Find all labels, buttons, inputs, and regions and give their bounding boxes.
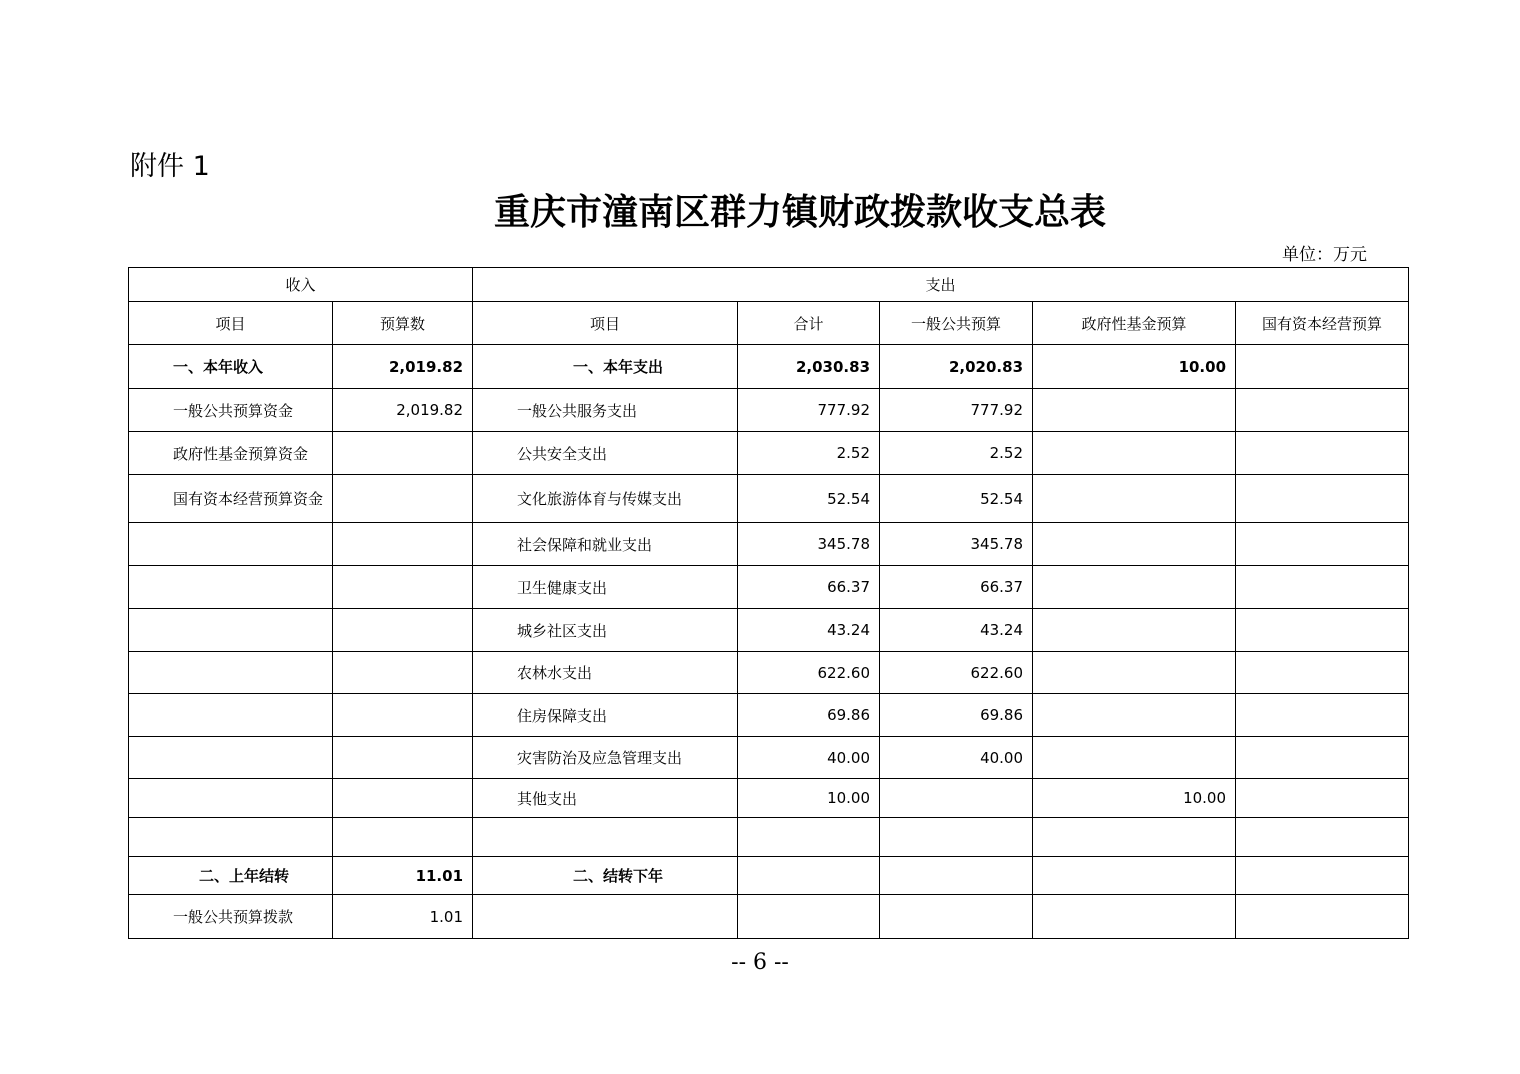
general-value: 69.86: [880, 694, 1033, 737]
general-value: [880, 818, 1033, 857]
income-label: 政府性基金预算资金: [129, 432, 333, 475]
general-value: 2,020.83: [880, 345, 1033, 389]
income-value: [333, 609, 473, 652]
state-value: [1236, 694, 1409, 737]
table-row: [129, 609, 1409, 652]
state-value: [1236, 818, 1409, 857]
income-label: [129, 779, 333, 818]
general-value: 777.92: [880, 389, 1033, 432]
income-value: [333, 652, 473, 694]
state-value: [1236, 779, 1409, 818]
income-header: 收入: [129, 268, 473, 302]
total-value: [738, 857, 880, 895]
expense-label: 城乡社区支出: [473, 609, 738, 652]
income-value: [333, 694, 473, 737]
table-row: [129, 566, 1409, 609]
state-value: [1236, 895, 1409, 939]
income-value: [333, 523, 473, 566]
state-value: [1236, 345, 1409, 389]
total-value: 10.00: [738, 779, 880, 818]
total-value: 345.78: [738, 523, 880, 566]
table-row: [129, 857, 1409, 895]
income-label: 一般公共预算拨款: [129, 895, 333, 939]
fund-value: [1033, 475, 1236, 523]
income-label: [129, 523, 333, 566]
state-value: [1236, 857, 1409, 895]
expense-label: 灾害防治及应急管理支出: [473, 737, 738, 779]
total-value: 622.60: [738, 652, 880, 694]
income-label: [129, 652, 333, 694]
expense-label: 文化旅游体育与传媒支出: [473, 475, 738, 523]
table-row: [129, 779, 1409, 818]
attachment-label: 附件 1: [130, 151, 210, 182]
table-row: [129, 737, 1409, 779]
table-row: [129, 895, 1409, 939]
income-value: [333, 779, 473, 818]
income-label: [129, 566, 333, 609]
general-value: [880, 779, 1033, 818]
state-value: [1236, 566, 1409, 609]
general-value: [880, 895, 1033, 939]
expense-item-header: 项目: [473, 302, 738, 345]
expense-label: 一、本年支出: [473, 345, 738, 389]
general-value: 52.54: [880, 475, 1033, 523]
total-value: [738, 818, 880, 857]
general-value: 2.52: [880, 432, 1033, 475]
income-value: [333, 566, 473, 609]
table-row: [129, 345, 1409, 389]
fund-value: 10.00: [1033, 345, 1236, 389]
unit-label: 单位：万元: [1282, 245, 1367, 265]
table-row: [129, 432, 1409, 475]
fund-value: [1033, 566, 1236, 609]
fund-value: [1033, 432, 1236, 475]
total-value: 2.52: [738, 432, 880, 475]
total-value: 777.92: [738, 389, 880, 432]
table-row: [129, 652, 1409, 694]
fund-value: [1033, 895, 1236, 939]
expense-label: 其他支出: [473, 779, 738, 818]
general-value: 622.60: [880, 652, 1033, 694]
general-value: [880, 857, 1033, 895]
income-value: [333, 737, 473, 779]
page-number: -- 6 --: [731, 950, 789, 975]
income-item-header: 项目: [129, 302, 333, 345]
expense-label: 卫生健康支出: [473, 566, 738, 609]
fund-value: [1033, 652, 1236, 694]
general-budget-header: 一般公共预算: [880, 302, 1033, 345]
table-row: [129, 523, 1409, 566]
general-value: 66.37: [880, 566, 1033, 609]
income-label: 二、上年结转: [129, 857, 333, 895]
income-value: 2,019.82: [333, 389, 473, 432]
income-value: 2,019.82: [333, 345, 473, 389]
fund-budget-header: 政府性基金预算: [1033, 302, 1236, 345]
table-header-row-1: [129, 268, 1409, 302]
income-value: [333, 818, 473, 857]
income-value: [333, 475, 473, 523]
fund-value: [1033, 737, 1236, 779]
table-row: [129, 694, 1409, 737]
state-value: [1236, 652, 1409, 694]
table-row: [129, 475, 1409, 523]
budget-table: [128, 267, 1409, 939]
income-label: [129, 694, 333, 737]
total-value: 66.37: [738, 566, 880, 609]
state-value: [1236, 737, 1409, 779]
table-header-row-2: [129, 302, 1409, 345]
page-title: 重庆市潼南区群力镇财政拨款收支总表: [493, 191, 1106, 233]
state-value: [1236, 432, 1409, 475]
state-value: [1236, 475, 1409, 523]
expense-label: 农林水支出: [473, 652, 738, 694]
state-capital-header: 国有资本经营预算: [1236, 302, 1409, 345]
income-value: 1.01: [333, 895, 473, 939]
fund-value: [1033, 389, 1236, 432]
general-value: 40.00: [880, 737, 1033, 779]
income-label: [129, 737, 333, 779]
income-value: 11.01: [333, 857, 473, 895]
total-value: 69.86: [738, 694, 880, 737]
expense-label: 住房保障支出: [473, 694, 738, 737]
state-value: [1236, 389, 1409, 432]
expense-label: [473, 818, 738, 857]
expense-header: 支出: [473, 268, 1409, 302]
expense-label: 社会保障和就业支出: [473, 523, 738, 566]
total-header: 合计: [738, 302, 880, 345]
state-value: [1236, 523, 1409, 566]
total-value: 40.00: [738, 737, 880, 779]
state-value: [1236, 609, 1409, 652]
total-value: [738, 895, 880, 939]
table-row: [129, 389, 1409, 432]
income-value: [333, 432, 473, 475]
total-value: 2,030.83: [738, 345, 880, 389]
fund-value: [1033, 857, 1236, 895]
total-value: 43.24: [738, 609, 880, 652]
fund-value: 10.00: [1033, 779, 1236, 818]
expense-label: [473, 895, 738, 939]
fund-value: [1033, 694, 1236, 737]
income-label: 一、本年收入: [129, 345, 333, 389]
income-label: [129, 609, 333, 652]
income-label: [129, 818, 333, 857]
fund-value: [1033, 609, 1236, 652]
income-label: 国有资本经营预算资金: [129, 475, 333, 523]
fund-value: [1033, 818, 1236, 857]
expense-label: 一般公共服务支出: [473, 389, 738, 432]
general-value: 43.24: [880, 609, 1033, 652]
general-value: 345.78: [880, 523, 1033, 566]
income-label: 一般公共预算资金: [129, 389, 333, 432]
table-row: [129, 818, 1409, 857]
fund-value: [1033, 523, 1236, 566]
income-budget-header: 预算数: [333, 302, 473, 345]
expense-label: 二、结转下年: [473, 857, 738, 895]
total-value: 52.54: [738, 475, 880, 523]
expense-label: 公共安全支出: [473, 432, 738, 475]
